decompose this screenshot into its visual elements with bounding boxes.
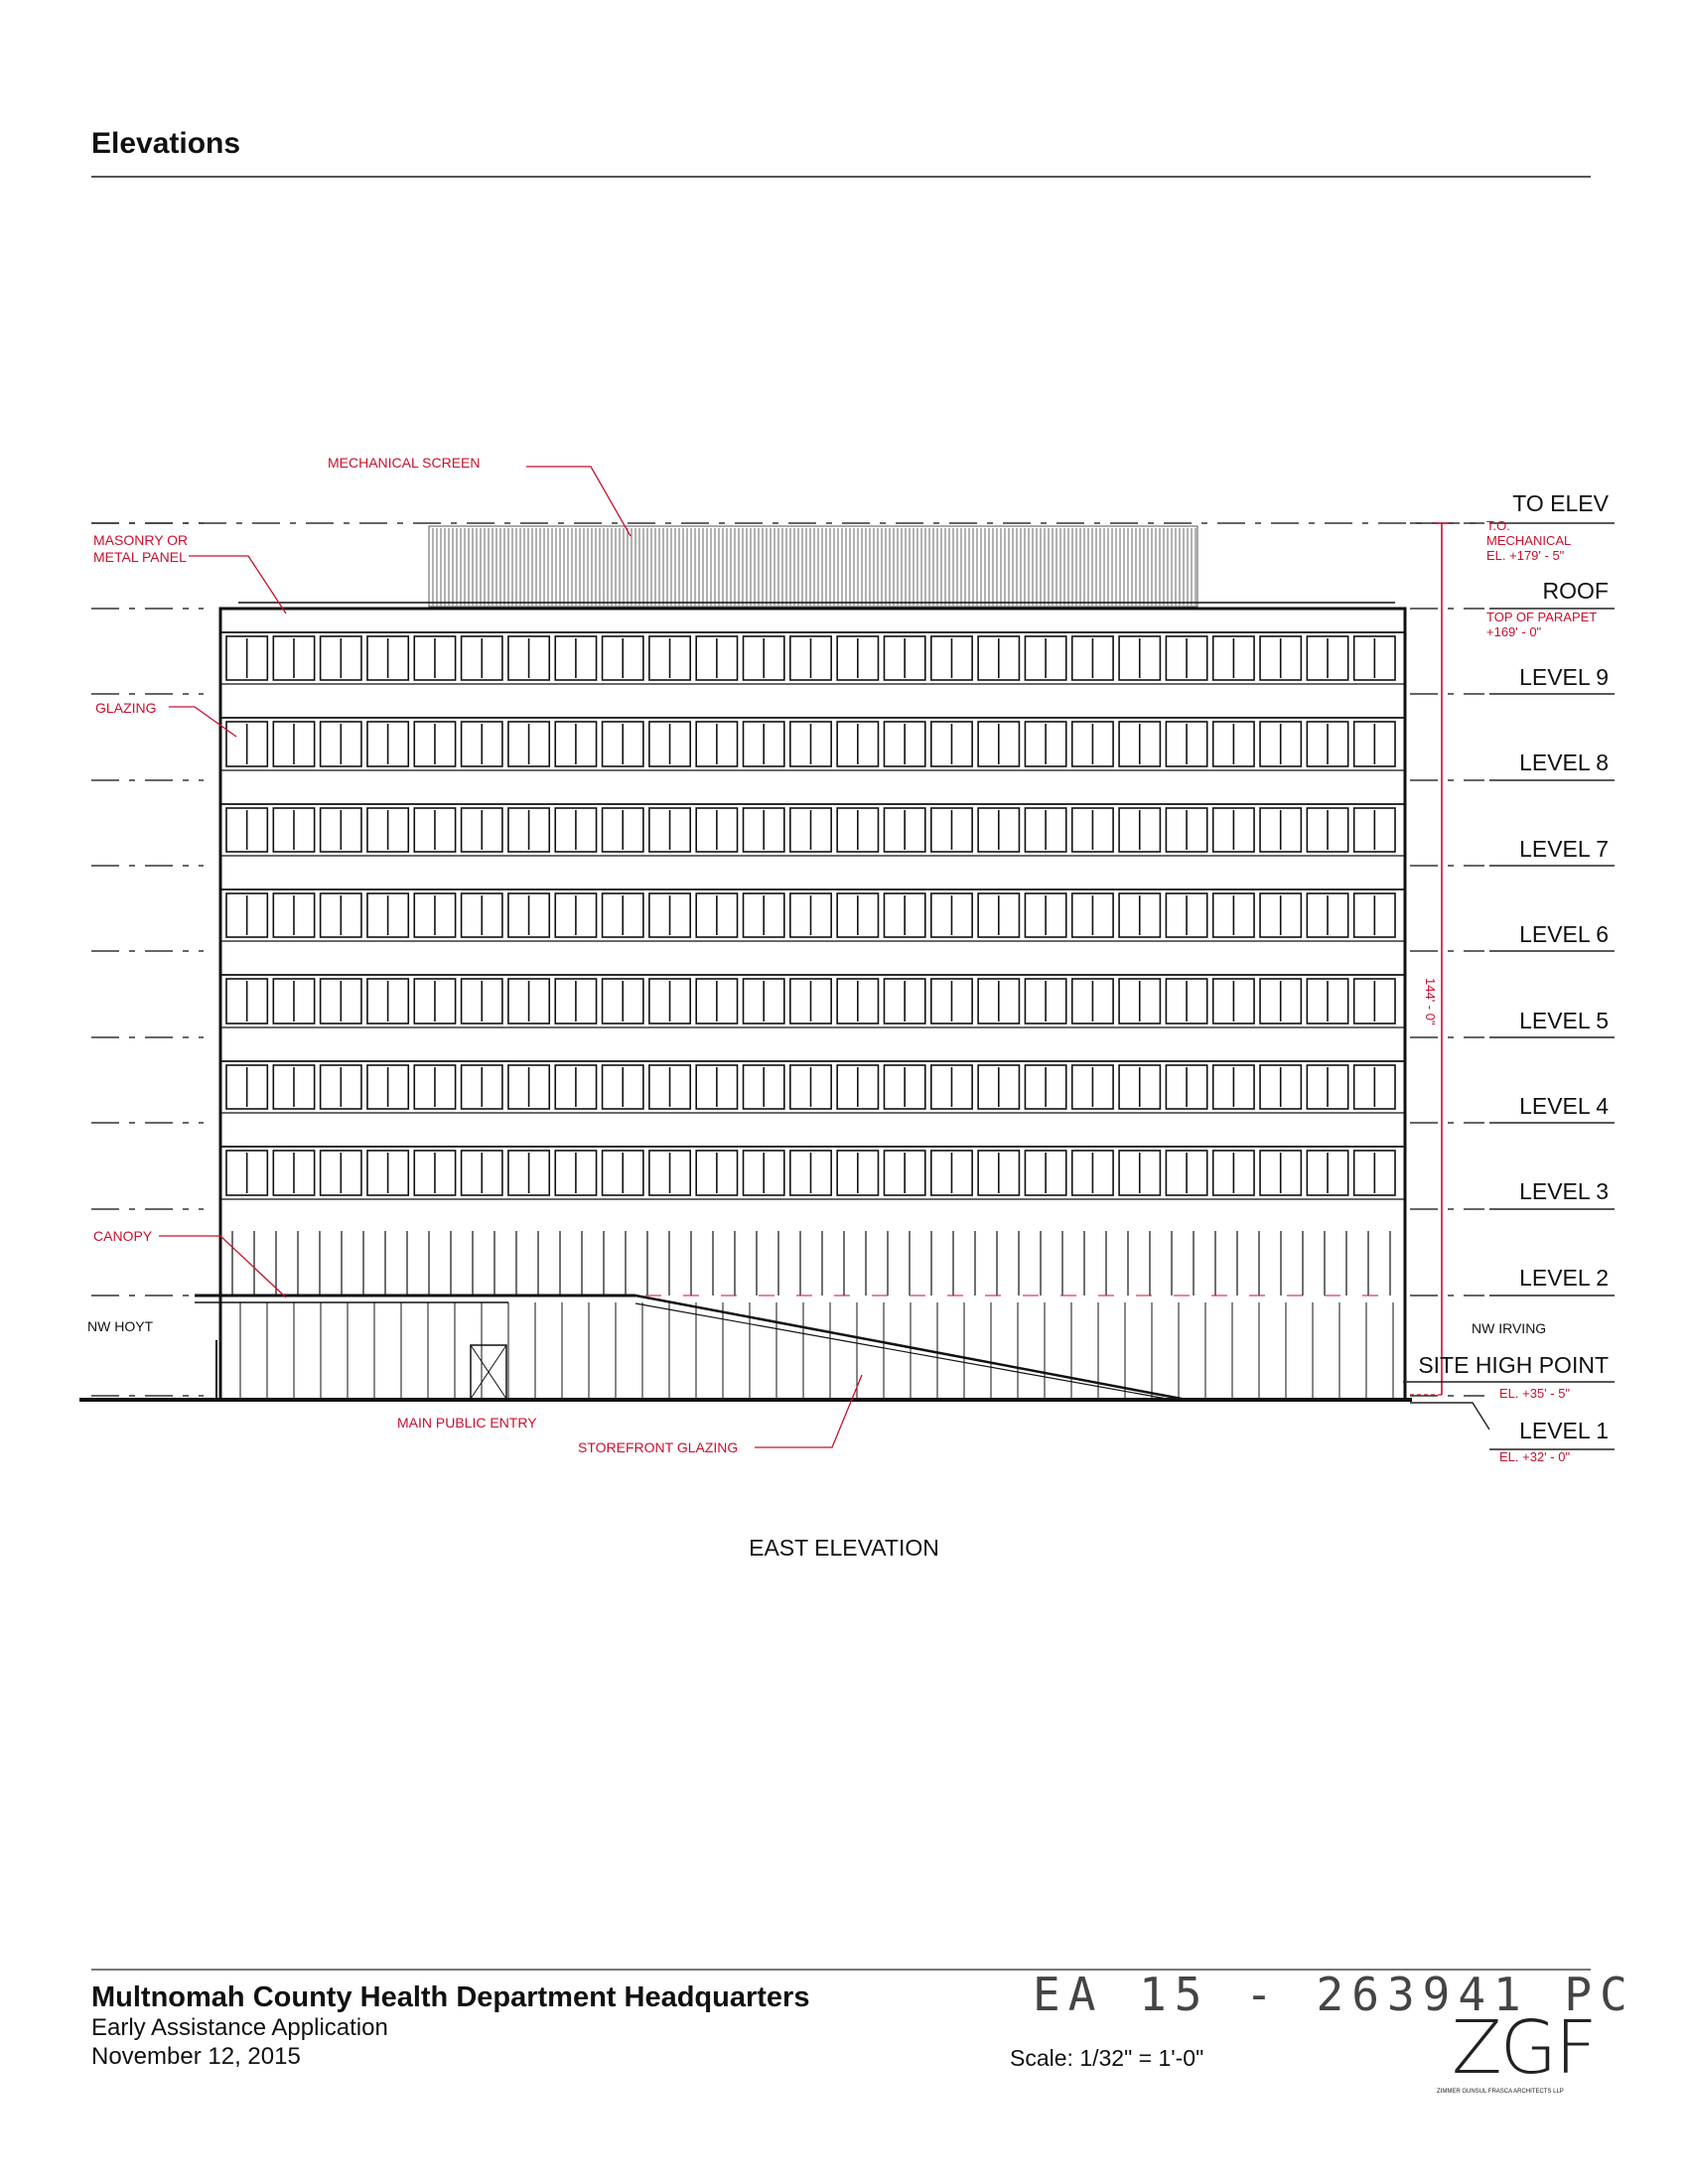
marker-to-elev: TO ELEV (1512, 490, 1609, 516)
label-masonry-2: METAL PANEL (93, 549, 187, 565)
label-canopy: CANOPY (93, 1228, 153, 1244)
window-grid (226, 636, 1395, 1195)
project-title: Multnomah County Health Department Headquarters (91, 1981, 810, 2013)
marker-to-mech-3: EL. +179' - 5" (1486, 548, 1565, 563)
marker-level-4: LEVEL 4 (1519, 1093, 1609, 1119)
ramp-line-inner (635, 1303, 1167, 1399)
label-storefront-glazing: STOREFRONT GLAZING (578, 1439, 739, 1455)
marker-level-6: LEVEL 6 (1519, 921, 1609, 947)
annotation-leaders (159, 467, 1450, 1447)
level-dashed-lines (91, 523, 1484, 1396)
drawing-scale: Scale: 1/32" = 1'-0" (1010, 2045, 1204, 2071)
marker-level-9: LEVEL 9 (1519, 664, 1609, 690)
project-subtitle: Early Assistance Application (91, 2014, 388, 2041)
level1-leader (1410, 1403, 1489, 1430)
marker-level-7: LEVEL 7 (1519, 836, 1609, 862)
building-outline (220, 609, 1405, 1400)
marker-level-8: LEVEL 8 (1519, 750, 1609, 775)
marker-roof: ROOF (1542, 578, 1609, 604)
label-glazing: GLAZING (95, 700, 157, 716)
marker-level-3: LEVEL 3 (1519, 1178, 1609, 1204)
leader-storefront (755, 1375, 862, 1447)
marker-level-1: LEVEL 1 (1519, 1418, 1609, 1443)
marker-parapet-1: TOP OF PARAPET (1486, 610, 1598, 624)
page-title: Elevations (91, 127, 241, 160)
label-nw-hoyt: NW HOYT (87, 1318, 154, 1334)
ramp-line (635, 1296, 1182, 1399)
label-masonry-1: MASONRY OR (93, 532, 189, 548)
marker-level-1-el: EL. +32' - 0" (1499, 1449, 1571, 1464)
marker-level-2: LEVEL 2 (1519, 1265, 1609, 1291)
label-main-public-entry: MAIN PUBLIC ENTRY (397, 1415, 537, 1431)
marker-site-el: EL. +35' - 5" (1499, 1386, 1571, 1401)
ground-floor (79, 1231, 1412, 1400)
leader-canopy (159, 1236, 286, 1297)
elevation-caption: EAST ELEVATION (749, 1535, 939, 1561)
dimension-144ft: 144' - 0" (1423, 978, 1438, 1025)
marker-to-mech-1: T.O. (1486, 518, 1510, 533)
label-mechanical-screen: MECHANICAL SCREEN (328, 455, 481, 471)
marker-level-5: LEVEL 5 (1519, 1008, 1609, 1033)
marker-to-mech-2: MECHANICAL (1486, 533, 1572, 548)
zgf-logo: ZGF (1452, 2005, 1596, 2091)
marker-site-high-point: SITE HIGH POINT (1418, 1352, 1609, 1378)
leader-masonry (189, 556, 286, 614)
label-nw-irving: NW IRVING (1472, 1320, 1547, 1336)
case-number-stamp: EA 15 - 263941 PC (1033, 1968, 1635, 2021)
marker-parapet-2: +169' - 0" (1486, 624, 1542, 639)
zgf-logo-subtitle: ZIMMER GUNSUL FRASCA ARCHITECTS LLP (1437, 2089, 1564, 2095)
mechanical-screen (429, 526, 1197, 607)
project-date: November 12, 2015 (91, 2043, 301, 2070)
